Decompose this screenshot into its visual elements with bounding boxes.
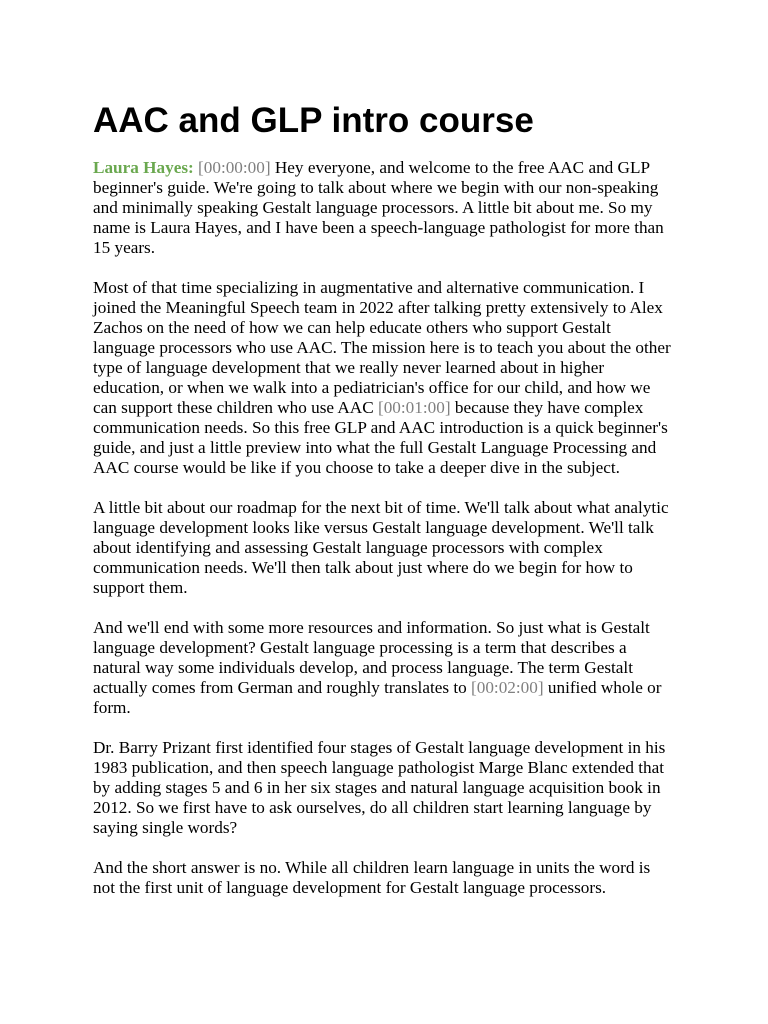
timestamp-3: [00:02:00] <box>471 678 544 697</box>
paragraph-2 <box>93 278 675 478</box>
paragraph-1-text: Hey everyone, and welcome to the free AAC and GLP beginner's guide. We're going to talk about where we begin with our non-speaking and minimally speaking Gestalt language processors. A little bit about me. So my name is Laura Hayes, and I have been a speech-language pathologist for more than 15 years. <box>93 158 664 257</box>
transcript-document <box>93 96 675 918</box>
speaker-name: Laura Hayes: <box>93 158 194 177</box>
paragraph-6 <box>93 858 675 898</box>
paragraph-2-text-b: because they have complex communication needs. So this free GLP and AAC introduction is a quick beginner's guide, and just a little preview into what the full Gestalt Language Processing and AAC course would be like if you choose to take a deeper dive in the subject. <box>93 398 668 477</box>
timestamp-2: [00:01:00] <box>377 398 451 417</box>
paragraph-2-text-a: Most of that time specializing in augmentative and alternative communication. I joined the Meaningful Speech team in 2022 after talking pretty extensively to Alex Zachos on the need of how we can help educate others who support Gestalt language processors who use AAC. The mission here is to teach you about the other type of language development that we really never learned about in higher education, or when we walk into a pediatrician's office for our child, and how we can support these children who use AAC <box>93 278 671 417</box>
document-title: AAC and GLP intro course <box>93 101 534 140</box>
timestamp-1: [00:00:00] <box>198 158 271 177</box>
paragraph-4-text-a: And we'll end with some more resources and information. So just what is Gestalt language development? Gestalt language processing is a term that describes a natural way some individuals develop, and process language. The term Gestalt actually comes from German and roughly translates to <box>93 618 650 697</box>
paragraph-3-text: A little bit about our roadmap for the next bit of time. We'll talk about what analytic language development looks like versus Gestalt language development. We'll talk about identifying and assessing Gestalt language processors with complex communication needs. We'll then talk about just where do we begin for how to support them. <box>93 498 669 597</box>
paragraph-4 <box>93 618 675 718</box>
paragraph-3 <box>93 498 675 598</box>
paragraph-5-text: Dr. Barry Prizant first identified four stages of Gestalt language development in his 1983 publication, and then speech language pathologist Marge Blanc extended that by adding stages 5 and 6 in her six stages and natural language acquisition book in 2012. So we first have to ask ourselves, do all children start learning language by saying single words? <box>93 738 666 837</box>
paragraph-5 <box>93 738 675 838</box>
paragraph-1 <box>93 158 675 258</box>
paragraph-4-text-b: unified whole or form. <box>93 678 662 717</box>
paragraph-6-text: And the short answer is no. While all children learn language in units the word is not the first unit of language development for Gestalt language processors. <box>93 858 651 897</box>
